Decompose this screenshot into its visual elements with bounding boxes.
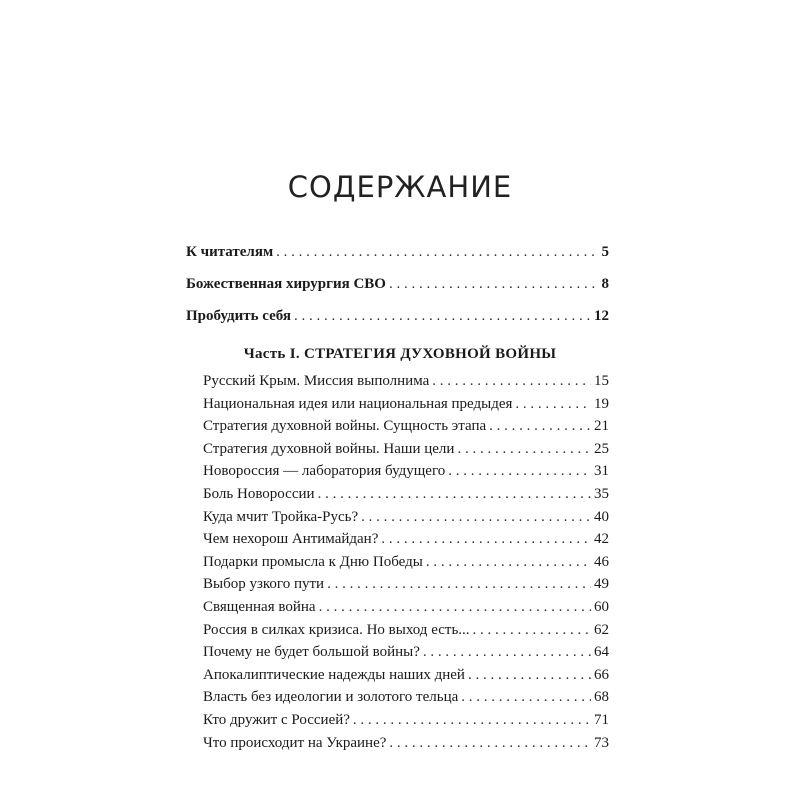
toc-chapter-page: 31 <box>594 463 609 480</box>
toc-chapter-entry[interactable] <box>203 712 609 729</box>
toc-chapter-entry[interactable] <box>203 599 609 616</box>
leader-dots <box>473 622 591 639</box>
leader-dots <box>294 308 591 325</box>
toc-chapter-label: Подарки промысла к Дню Победы <box>203 553 423 570</box>
toc-chapter-entry[interactable] <box>203 667 609 684</box>
leader-dots <box>319 599 591 616</box>
toc-chapter-page: 46 <box>594 553 609 570</box>
toc-chapter-page: 60 <box>594 599 609 615</box>
toc-chapter-entry[interactable] <box>203 735 609 752</box>
toc-chapter-entry[interactable] <box>203 622 609 639</box>
leader-dots <box>468 667 591 684</box>
toc-entry-label: К читателям <box>186 244 274 260</box>
leader-dots <box>515 396 591 413</box>
leader-dots <box>432 373 591 390</box>
toc-chapter-label: Апокалиптические надежды наших дней <box>203 666 465 683</box>
leader-dots <box>461 689 591 706</box>
toc-entry-to-readers[interactable] <box>186 244 609 261</box>
toc-chapter-label: Россия в силках кризиса. Но выход есть... <box>203 621 470 638</box>
toc-chapter-label: Почему не будет большой войны? <box>203 644 420 661</box>
toc-chapter-page: 35 <box>594 486 609 502</box>
toc-entry-page: 8 <box>601 276 609 292</box>
leader-dots <box>327 576 591 593</box>
toc-chapter-label: Стратегия духовной войны. Наши цели <box>203 440 455 457</box>
leader-dots <box>318 486 591 503</box>
toc-chapter-page: 40 <box>594 508 609 525</box>
leader-dots <box>389 276 599 293</box>
toc-title: СОДЕРЖАНИЕ <box>287 170 513 204</box>
toc-chapter-entry[interactable] <box>203 576 609 593</box>
toc-chapter-entry[interactable] <box>203 396 609 413</box>
leader-dots <box>353 712 591 729</box>
toc-chapter-entry[interactable] <box>203 418 609 435</box>
toc-chapter-page: 19 <box>594 395 609 412</box>
toc-chapter-label: Власть без идеологии и золотого тельца <box>203 689 459 706</box>
toc-chapter-entry[interactable] <box>203 486 609 503</box>
leader-dots <box>389 735 591 752</box>
toc-chapter-page: 64 <box>594 644 609 661</box>
toc-chapter-label: Русский Крым. Миссия выполнима <box>203 373 430 389</box>
toc-chapter-label: Священная война <box>203 599 316 615</box>
leader-dots <box>381 531 591 548</box>
toc-chapter-entry[interactable] <box>203 531 609 548</box>
toc-entry-awaken-yourself[interactable] <box>186 308 609 325</box>
leader-dots <box>361 509 591 526</box>
toc-chapter-label: Куда мчит Тройка-Русь? <box>203 508 359 525</box>
toc-chapter-entry[interactable] <box>203 689 609 706</box>
toc-chapter-label: Чем нехорош Антимайдан? <box>203 531 379 548</box>
toc-chapter-label: Новороссия — лаборатория будущего <box>203 463 446 480</box>
toc-chapter-page: 62 <box>594 621 609 638</box>
toc-chapter-page: 68 <box>594 689 609 706</box>
toc-chapter-page: 73 <box>594 734 609 751</box>
toc-chapter-page: 25 <box>594 440 609 457</box>
toc-chapter-entry[interactable] <box>203 554 609 571</box>
toc-chapter-entry[interactable] <box>203 373 609 390</box>
part-title: СТРАТЕГИЯ ДУХОВНОЙ ВОЙНЫ <box>303 346 557 362</box>
leader-dots <box>457 441 591 458</box>
toc-chapter-entry[interactable] <box>203 441 609 458</box>
part-number: Часть I. <box>243 346 300 362</box>
toc-entry-page: 12 <box>594 308 609 324</box>
toc-chapter-label: Боль Новороссии <box>203 486 315 502</box>
leader-dots <box>426 554 591 571</box>
toc-entry-label: Пробудить себя <box>186 308 292 324</box>
toc-chapter-entry[interactable] <box>203 644 609 661</box>
toc-chapter-page: 21 <box>594 418 609 435</box>
toc-entry-label: Божественная хирургия СВО <box>186 276 386 292</box>
toc-chapter-page: 71 <box>594 712 609 728</box>
leader-dots <box>276 244 598 261</box>
toc-entry-page: 5 <box>601 244 609 260</box>
leader-dots <box>423 644 591 661</box>
toc-chapter-label: Выбор узкого пути <box>203 576 325 593</box>
toc-chapter-label: Что происходит на Украине? <box>203 734 387 751</box>
toc-chapter-label: Кто дружит с Россией? <box>203 712 350 728</box>
toc-chapter-page: 42 <box>594 531 609 548</box>
leader-dots <box>489 418 591 435</box>
part-heading <box>0 346 800 363</box>
toc-chapter-page: 49 <box>594 576 609 593</box>
toc-chapter-entry[interactable] <box>203 509 609 526</box>
toc-chapter-page: 15 <box>594 373 609 389</box>
toc-chapter-label: Стратегия духовной войны. Сущность этапа <box>203 418 487 435</box>
toc-chapter-entry[interactable] <box>203 463 609 480</box>
leader-dots <box>448 463 591 480</box>
toc-chapter-page: 66 <box>594 666 609 683</box>
toc-entry-divine-surgery[interactable] <box>186 276 609 293</box>
toc-chapter-label: Национальная идея или национальная предыдея <box>203 395 513 412</box>
